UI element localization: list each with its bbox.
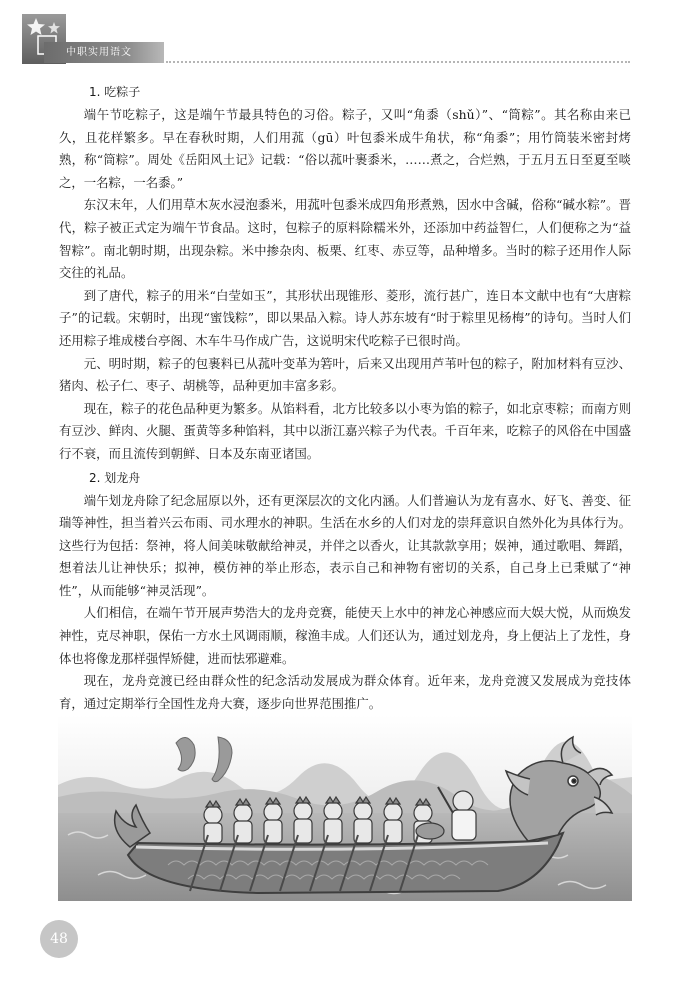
paragraph: 端午节吃粽子，这是端午节最具特色的习俗。粽子，又叫“角黍（shǔ）”、“筒粽”。其名称由来已久，且花样繁多。早在春秋时期，人们用菰（gū）叶包黍米成牛角状，称“角黍”；用竹筒装米密封烤熟，称“筒粽”。周处《岳阳风土记》记载：“俗以菰叶裹黍米，……煮之，合烂熟，于五月五日至夏至啖之，一名粽，一名黍。” <box>59 107 631 190</box>
paragraph: 元、明时期，粽子的包裹料已从菰叶变革为箬叶，后来又出现用芦苇叶包的粽子，附加材料有豆沙、猪肉、松子仁、枣子、胡桃等，品种更加丰富多彩。 <box>59 355 631 394</box>
paragraph: 端午划龙舟除了纪念屈原以外，还有更深层次的文化内涵。人们普遍认为龙有喜水、好飞、善变、征瑞等神性，担当着兴云布雨、司水理水的神职。生活在水乡的人们对龙的崇拜意识自然外化为具体行为。这些行为包括：祭神，将人间美味敬献给神灵，并伴之以香火，让其款款享用；娱神，通过歌唱、舞蹈，想着法儿让神快乐；拟神，模仿神的举止形态，表示自己和神物有密切的关系，自己身上已秉赋了“神性”，从而能够“神灵活现”。 <box>59 492 631 598</box>
dragon-boat-illustration <box>58 715 632 901</box>
book-title: 中职实用语文 <box>44 42 164 63</box>
paragraph: 现在，粽子的花色品种更为繁多。从馅料看，北方比较多以小枣为馅的粽子，如北京枣粽；而南方则有豆沙、鲜肉、火腿、蛋黄等多种馅料，其中以浙江嘉兴粽子为代表。千百年来，吃粽子的风俗在中国盛行不衰，而且流传到朝鲜、日本及东南亚诸国。 <box>59 400 631 461</box>
page-number: 48 <box>40 920 78 958</box>
main-content <box>59 80 631 715</box>
paragraph: 到了唐代，粽子的用米“白莹如玉”，其形状出现锥形、菱形，流行甚广，连日本文献中也有“大唐粽子”的记载。宋朝时，出现“蜜饯粽”，即以果品入粽。诗人苏东坡有“时于粽里见杨梅”的诗句。当时人们还用粽子堆成楼台亭阁、木车牛马作成广告，这说明宋代吃粽子已很时尚。 <box>59 287 631 348</box>
paragraph: 现在，龙舟竞渡已经由群众性的纪念活动发展成为群众体育。近年来，龙舟竞渡又发展成为竞技体育，通过定期举行全国性龙舟大赛，逐步向世界范围推广。 <box>59 673 631 711</box>
section-title-zongzi: 1. 吃粽子 <box>89 85 141 99</box>
paragraph: 东汉末年，人们用草木灰水浸泡黍米，用菰叶包黍米成四角形煮熟，因水中含碱，俗称“碱水粽”。晋代，粽子被正式定为端午节食品。这时，包粽子的原料除糯米外，还添加中药益智仁，人们便称之为“益智粽”。南北朝时期，出现杂粽。米中掺杂肉、板栗、红枣、赤豆等，品种增多。当时的粽子还用作人际交往的礼品。 <box>59 197 631 281</box>
dragon-boat-image <box>58 715 632 901</box>
header-divider <box>166 61 630 63</box>
paragraph: 人们相信，在端午节开展声势浩大的龙舟竞赛，能使天上水中的神龙心神感应而大娱大悦，从而焕发神性，克尽神职，保佑一方水土风调雨顺，稼渔丰成。人们还认为，通过划龙舟，身上便沾上了龙性，身体也将像龙那样强悍矫健，进而怯邪避难。 <box>59 605 631 666</box>
section-title-dragon-boat: 2. 划龙舟 <box>89 470 141 485</box>
